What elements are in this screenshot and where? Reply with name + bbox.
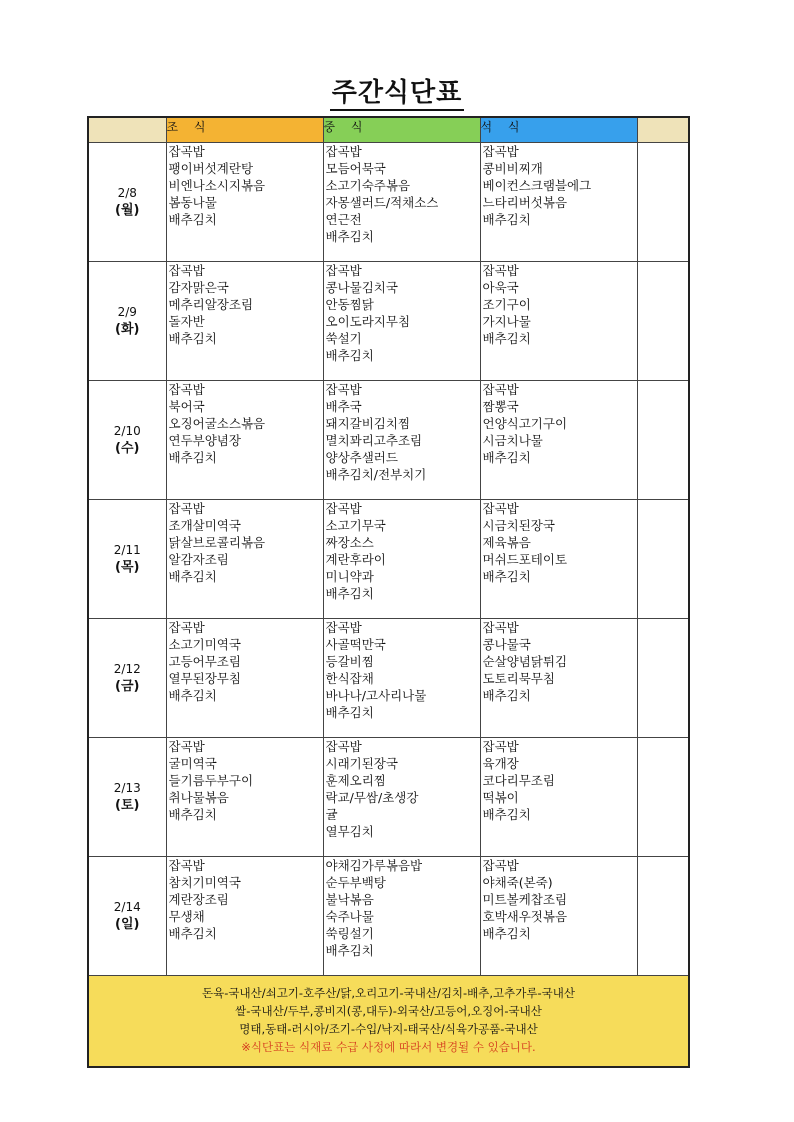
extra-cell (637, 143, 689, 262)
weekday-label: (금) (115, 679, 140, 694)
dish-item: 취나물볶음 (168, 790, 229, 805)
dish-item: 배추김치 (325, 705, 374, 720)
dish-item: 등갈비찜 (325, 654, 374, 669)
dish-item: 잡곡밥 (168, 858, 205, 873)
dish-item: 도토리묵무침 (482, 671, 555, 686)
dish-item: 잡곡밥 (482, 739, 519, 754)
header-row (88, 117, 689, 143)
dish-item: 조개살미역국 (168, 518, 241, 533)
page-title (0, 72, 794, 109)
weekday-label: (토) (115, 798, 140, 813)
date-label: 2/13 (113, 781, 141, 795)
dish-item: 비엔나소시지볶음 (168, 178, 266, 193)
header-lunch: 중 식 (323, 117, 480, 143)
dinner-cell (480, 500, 637, 619)
dish-item: 콩나물국 (482, 637, 531, 652)
dinner-cell (480, 857, 637, 976)
dish-item: 안동찜닭 (325, 297, 374, 312)
dish-item: 배추김치 (482, 807, 531, 822)
dish-item: 배추김치 (168, 212, 217, 227)
lunch-cell (323, 262, 480, 381)
dish-item: 콩나물김치국 (325, 280, 398, 295)
dish-item: 고등어무조림 (168, 654, 241, 669)
dish-item: 굴미역국 (168, 756, 217, 771)
dish-item: 바나나/고사리나물 (325, 688, 427, 703)
lunch-cell (323, 143, 480, 262)
dish-item: 배추김치 (325, 229, 374, 244)
dish-item: 팽이버섯계란탕 (168, 161, 254, 176)
breakfast-cell (166, 500, 323, 619)
dish-item: 짜장소스 (325, 535, 374, 550)
dish-item: 잡곡밥 (482, 382, 519, 397)
dish-item: 연두부양념장 (168, 433, 241, 448)
dish-item: 베이컨스크램블에그 (482, 178, 592, 193)
dish-item: 숙주나물 (325, 909, 374, 924)
dish-item: 배추김치 (325, 348, 374, 363)
dish-item: 짬뽕국 (482, 399, 519, 414)
day-row (88, 857, 689, 976)
breakfast-cell (166, 262, 323, 381)
dish-item: 호박새우젓볶음 (482, 909, 568, 924)
dish-item: 봄동나물 (168, 195, 217, 210)
dish-item: 배추김치 (168, 926, 217, 941)
dish-item: 조기구이 (482, 297, 531, 312)
weekly-menu-table (87, 116, 690, 1068)
header-dinner: 석 식 (480, 117, 637, 143)
lunch-cell (323, 619, 480, 738)
dish-item: 잡곡밥 (168, 501, 205, 516)
date-label: 2/8 (117, 186, 137, 200)
date-label: 2/12 (113, 662, 141, 676)
breakfast-cell (166, 143, 323, 262)
date-label: 2/9 (117, 305, 137, 319)
weekday-label: (수) (115, 441, 140, 456)
dinner-cell (480, 143, 637, 262)
dish-item: 오징어굴소스볶음 (168, 416, 266, 431)
lunch-cell (323, 857, 480, 976)
dish-item: 시래기된장국 (325, 756, 398, 771)
header-extra-cell (637, 117, 689, 143)
extra-cell (637, 857, 689, 976)
dish-item: 돼지갈비김치찜 (325, 416, 411, 431)
date-cell (88, 857, 166, 976)
header-breakfast: 조 식 (166, 117, 323, 143)
dish-item: 잡곡밥 (325, 501, 362, 516)
weekday-label: (일) (115, 917, 140, 932)
dish-item: 잡곡밥 (168, 382, 205, 397)
dish-item: 배추김치 (482, 450, 531, 465)
dish-item: 야채죽(본죽) (482, 875, 553, 890)
extra-cell (637, 619, 689, 738)
dish-item: 모듬어묵국 (325, 161, 386, 176)
dish-item: 배추김치 (482, 926, 531, 941)
change-notice: ※식단표는 식재료 수급 사정에 따라서 변경될 수 있습니다. (241, 1040, 536, 1054)
dish-item: 참치기미역국 (168, 875, 241, 890)
dish-item: 소고기무국 (325, 518, 386, 533)
date-cell (88, 619, 166, 738)
day-row (88, 500, 689, 619)
date-cell (88, 262, 166, 381)
dish-item: 배추김치 (168, 569, 217, 584)
dish-item: 제육볶음 (482, 535, 531, 550)
dish-item: 열무김치 (325, 824, 374, 839)
dish-item: 무생채 (168, 909, 205, 924)
extra-cell (637, 381, 689, 500)
dish-item: 순두부백탕 (325, 875, 386, 890)
dish-item: 머쉬드포테이토 (482, 552, 568, 567)
dinner-cell (480, 262, 637, 381)
origin-info-cell (88, 976, 689, 1068)
day-row (88, 143, 689, 262)
dish-item: 계란후라이 (325, 552, 386, 567)
dish-item: 훈제오리찜 (325, 773, 386, 788)
dish-item: 배추김치 (325, 943, 374, 958)
dish-item: 열무된장무침 (168, 671, 241, 686)
dish-item: 자몽샐러드/적채소스 (325, 195, 439, 210)
origin-line-1: 돈육-국내산/쇠고기-호주산/닭,오리고기-국내산/김치-배추,고추가루-국내산 (202, 986, 575, 1000)
dish-item: 잡곡밥 (482, 501, 519, 516)
dish-item: 메추리알장조림 (168, 297, 254, 312)
dish-item: 배추김치/전부치기 (325, 467, 427, 482)
date-label: 2/14 (113, 900, 141, 914)
dish-item: 미트볼케찹조림 (482, 892, 568, 907)
dish-item: 소고기숙주볶음 (325, 178, 411, 193)
date-label: 2/10 (113, 424, 141, 438)
dinner-cell (480, 619, 637, 738)
breakfast-cell (166, 619, 323, 738)
dish-item: 콩비비찌개 (482, 161, 543, 176)
extra-cell (637, 738, 689, 857)
extra-cell (637, 500, 689, 619)
dish-item: 순살양념닭튀김 (482, 654, 568, 669)
dish-item: 배추김치 (482, 569, 531, 584)
dish-item: 시금치나물 (482, 433, 543, 448)
breakfast-cell (166, 738, 323, 857)
dish-item: 코다리무조림 (482, 773, 555, 788)
dish-item: 잡곡밥 (325, 144, 362, 159)
dish-item: 들기름두부구이 (168, 773, 254, 788)
date-cell (88, 381, 166, 500)
dish-item: 잡곡밥 (168, 620, 205, 635)
dish-item: 야채김가루볶음밥 (325, 858, 423, 873)
dish-item: 불낙볶음 (325, 892, 374, 907)
dinner-cell (480, 381, 637, 500)
dish-item: 멸치꽈리고추조림 (325, 433, 423, 448)
dish-item: 사골떡만국 (325, 637, 386, 652)
dish-item: 한식잡채 (325, 671, 374, 686)
day-row (88, 381, 689, 500)
day-row (88, 738, 689, 857)
dish-item: 잡곡밥 (325, 739, 362, 754)
weekday-label: (화) (115, 322, 140, 337)
dish-item: 잡곡밥 (482, 263, 519, 278)
dish-item: 배추김치 (325, 586, 374, 601)
day-row (88, 619, 689, 738)
dish-item: 가지나물 (482, 314, 531, 329)
dish-item: 양상추샐러드 (325, 450, 398, 465)
weekday-label: (목) (115, 560, 140, 575)
dish-item: 잡곡밥 (168, 739, 205, 754)
dish-item: 감자맑은국 (168, 280, 229, 295)
dish-item: 오이도라지무침 (325, 314, 411, 329)
dish-item: 돌자반 (168, 314, 205, 329)
lunch-cell (323, 500, 480, 619)
weekday-label: (월) (115, 203, 140, 218)
dish-item: 잡곡밥 (168, 263, 205, 278)
dish-item: 잡곡밥 (168, 144, 205, 159)
origin-info-row (88, 976, 689, 1068)
dish-item: 배추김치 (482, 212, 531, 227)
dish-item: 쑥설기 (325, 331, 362, 346)
dish-item: 잡곡밥 (325, 382, 362, 397)
dish-item: 잡곡밥 (482, 620, 519, 635)
dish-item: 잡곡밥 (482, 144, 519, 159)
dish-item: 북어국 (168, 399, 205, 414)
dish-item: 귤 (325, 807, 338, 822)
page-title-text: 주간식단표 (330, 78, 465, 111)
dish-item: 알감자조림 (168, 552, 229, 567)
dish-item: 계란장조림 (168, 892, 229, 907)
dish-item: 배추김치 (482, 688, 531, 703)
extra-cell (637, 262, 689, 381)
dish-item: 배추김치 (482, 331, 531, 346)
dish-item: 닭살브로콜리볶음 (168, 535, 266, 550)
dish-item: 떡볶이 (482, 790, 519, 805)
dish-item: 배추김치 (168, 450, 217, 465)
date-cell (88, 738, 166, 857)
dish-item: 시금치된장국 (482, 518, 555, 533)
dish-item: 언양식고기구이 (482, 416, 568, 431)
date-cell (88, 143, 166, 262)
dish-item: 배추김치 (168, 807, 217, 822)
lunch-cell (323, 738, 480, 857)
dinner-cell (480, 738, 637, 857)
dish-item: 배추김치 (168, 331, 217, 346)
dish-item: 아욱국 (482, 280, 519, 295)
date-cell (88, 500, 166, 619)
lunch-cell (323, 381, 480, 500)
dish-item: 연근전 (325, 212, 362, 227)
day-row (88, 262, 689, 381)
dish-item: 배추국 (325, 399, 362, 414)
breakfast-cell (166, 857, 323, 976)
dish-item: 육개장 (482, 756, 519, 771)
origin-line-3: 명태,동태-러시아/조기-수입/낙지-태국산/식육가공품-국내산 (239, 1022, 538, 1036)
header-date-cell (88, 117, 166, 143)
dish-item: 미니약과 (325, 569, 374, 584)
dish-item: 쑥링설기 (325, 926, 374, 941)
dish-item: 락교/무쌈/초생강 (325, 790, 419, 805)
breakfast-cell (166, 381, 323, 500)
dish-item: 잡곡밥 (482, 858, 519, 873)
dish-item: 소고기미역국 (168, 637, 241, 652)
dish-item: 잡곡밥 (325, 263, 362, 278)
date-label: 2/11 (113, 543, 141, 557)
origin-line-2: 쌀-국내산/두부,콩비지(콩,대두)-외국산/고등어,오징어-국내산 (235, 1004, 542, 1018)
dish-item: 느타리버섯볶음 (482, 195, 568, 210)
dish-item: 잡곡밥 (325, 620, 362, 635)
dish-item: 배추김치 (168, 688, 217, 703)
